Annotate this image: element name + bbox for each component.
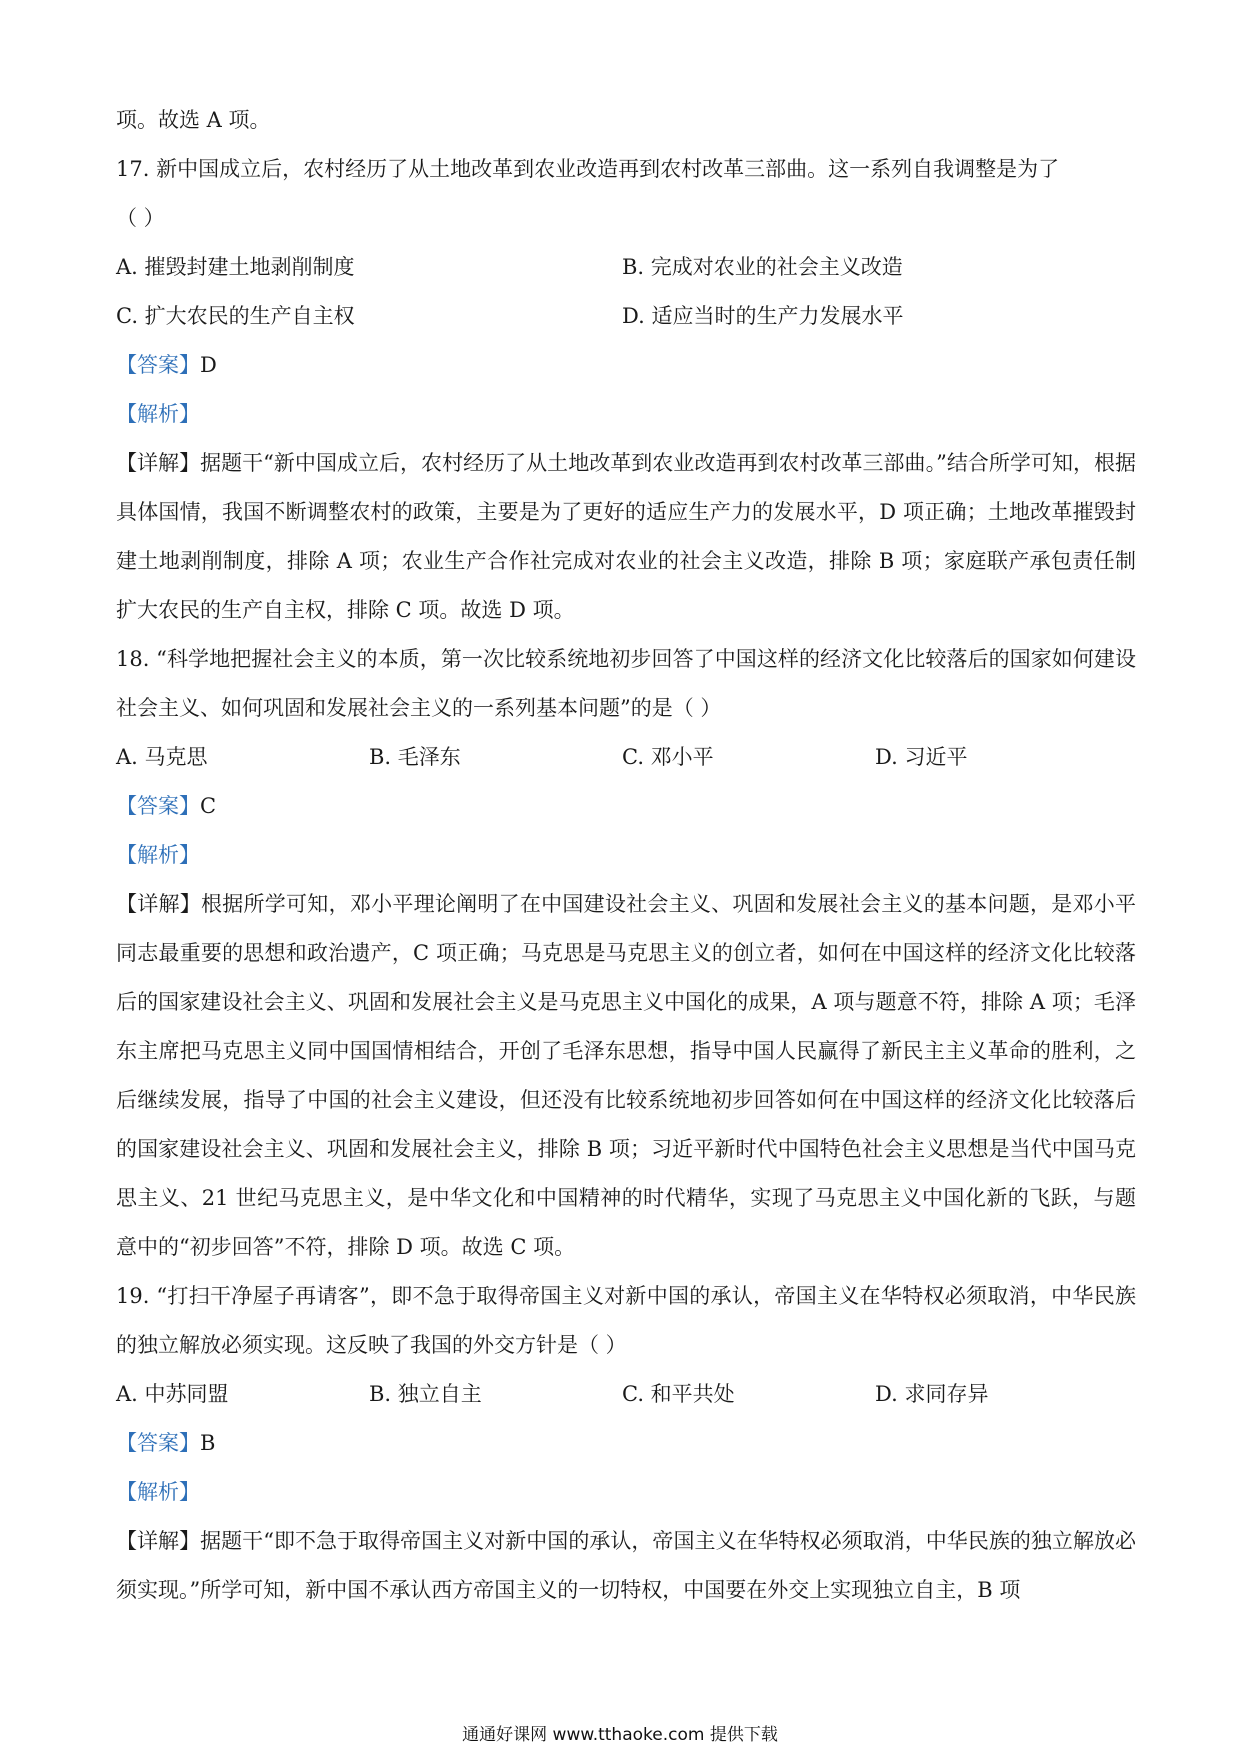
question-18-answer [116,782,1136,831]
detail-tag: 【详解】 [116,451,201,475]
question-19-options [116,1370,1136,1419]
answer-tag: 【答案】 [116,794,200,818]
answer-value: B [200,1431,216,1455]
detail-text: 根据所学可知，邓小平理论阐明了在中国建设社会主义、巩固和发展社会主义的基本问题，是邓小平同志最重要的思想和政治遗产，C 项正确；马克思是马克思主义的创立者，如何在中国这样的经济文化比较落后的国家建设社会主义、巩固和发展社会主义是马克思主义中国化的成果，A 项与题意不符，排除 A 项；毛泽东主席把马克思主义同中国国情相结合，开创了毛泽东思想，指导中国人民赢得了新民主主义革命的胜利，之后继续发展，指导了中国的社会主义建设，但还没有比较系统地初步回答如何在中国这样的经济文化比较落后的国家建设社会主义、巩固和发展社会主义，排除 B 项；习近平新时代中国特色社会主义思想是当代中国马克思主义、21 世纪马克思主义，是中华文化和中国精神的时代精华，实现了马克思主义中国化新的飞跃，与题意中的“初步回答”不符，排除 D 项。故选 C 项。 [116,892,1137,1259]
document-page [116,96,1136,1615]
question-17-stem: 17. 新中国成立后，农村经历了从土地改革到农业改造再到农村改革三部曲。这一系列自我调整是为了 [116,157,1060,181]
question-17-detail [116,439,1136,635]
question-17-options-row1 [116,243,1136,292]
answer-value: D [200,353,217,377]
detail-text: 据题干“新中国成立后，农村经历了从土地改革到农业改造再到农村改革三部曲。”结合所学可知，根据具体国情，我国不断调整农村的政策，主要是为了更好的适应生产力的发展水平，D 项正确；土地改革摧毁封建土地剥削制度，排除 A 项；农业生产合作社完成对农业的社会主义改造，排除 B 项；家庭联产承包责任制扩大农民的生产自主权，排除 C 项。故选 D 项。 [116,451,1137,622]
question-18-option-a: A. 马克思 [116,745,208,769]
question-19-option-d: D. 求同存异 [875,1382,989,1406]
question-17-options-row2 [116,292,1136,341]
answer-tag: 【答案】 [116,353,200,377]
question-17-answer [116,341,1136,390]
detail-tag: 【详解】 [116,1529,201,1553]
question-19-option-a: A. 中苏同盟 [116,1382,229,1406]
question-19-stem: 19. “打扫干净屋子再请客”，即不急于取得帝国主义对新中国的承认，帝国主义在华特权必须取消，中华民族的独立解放必须实现。这反映了我国的外交方针是（ ） [116,1284,1136,1357]
question-18-analysis-tag: 【解析】 [116,843,200,867]
detail-text: 据题干“即不急于取得帝国主义对新中国的承认，帝国主义在华特权必须取消，中华民族的独立解放必须实现。”所学可知，新中国不承认西方帝国主义的一切特权，中国要在外交上实现独立自主，B 项 [116,1529,1137,1602]
question-17-option-c: C. 扩大农民的生产自主权 [116,304,355,328]
question-17-option-b: B. 完成对农业的社会主义改造 [622,255,903,279]
question-18 [116,635,1136,1272]
question-18-stem: 18. “科学地把握社会主义的本质，第一次比较系统地初步回答了中国这样的经济文化比较落后的国家如何建设社会主义、如何巩固和发展社会主义的一系列基本问题”的是（ ） [116,647,1136,720]
answer-tag: 【答案】 [116,1431,200,1455]
detail-tag: 【详解】 [116,892,202,916]
question-19-detail [116,1517,1136,1615]
previous-question-tail: 项。故选 A 项。 [116,108,271,132]
question-17-analysis-tag: 【解析】 [116,402,200,426]
question-18-option-b: B. 毛泽东 [369,745,461,769]
answer-value: C [200,794,217,818]
question-19-option-c: C. 和平共处 [622,1382,735,1406]
question-18-detail [116,880,1136,1272]
question-17-option-a: A. 摧毁封建土地剥削制度 [116,255,355,279]
question-19 [116,1272,1136,1615]
question-17-blank: （ ） [116,206,165,230]
question-19-option-b: B. 独立自主 [369,1382,482,1406]
question-17 [116,145,1136,635]
question-19-answer [116,1419,1136,1468]
question-18-options [116,733,1136,782]
question-19-analysis-tag: 【解析】 [116,1480,200,1504]
question-18-option-d: D. 习近平 [875,745,968,769]
page-footer: 通通好课网 www.tthaoke.com 提供下载 [462,1725,778,1745]
question-18-option-c: C. 邓小平 [622,745,714,769]
question-17-option-d: D. 适应当时的生产力发展水平 [622,304,904,328]
